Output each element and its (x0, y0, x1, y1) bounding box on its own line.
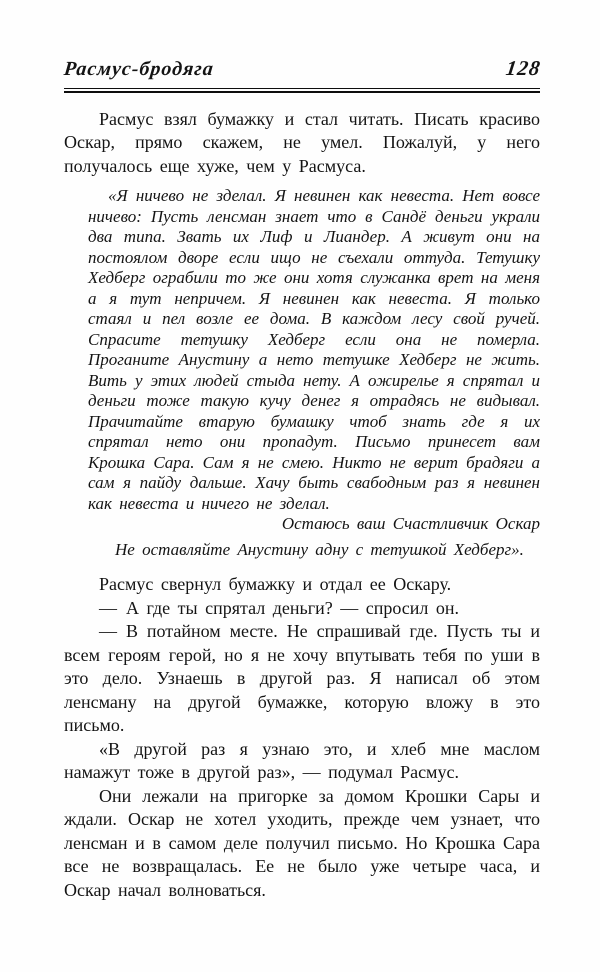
letter-signature: Остаюсь ваш Счастливчик Оскар (281, 514, 540, 533)
letter-block (88, 186, 540, 560)
page-text (64, 108, 540, 903)
running-head (64, 56, 540, 88)
paragraph-intro: Расмус взял бумажку и стал читать. Писать красиво Оскар, прямо скажем, не умел. Пожалуй, у него получалось еще хуже, чем у Расмуса. (64, 108, 540, 176)
paragraph-thought: «В другой раз я узнаю это, и хлеб мне маслом намажут тоже в другой раз», — подумал Расмус. (64, 738, 540, 782)
running-title: Расмус-бродяга (62, 58, 215, 80)
paragraph-dialogue: — А где ты спрятал деньги? — спросил он. (99, 597, 460, 618)
paragraph-dialogue: — В потайном месте. Не спрашивай где. Пусть ты и всем героям герой, но я не хочу впутывать тебя по уши в это дело. Узнаешь в другой раз. Я написал об этом ленсману на другой бумажке, которую вложу в это письмо. (64, 621, 540, 735)
paragraph: Расмус свернул бумажку и отдал ее Оскару. (99, 574, 452, 594)
letter-body: «Я ничево не зделал. Я невинен как невеста. Нет вовсе ничево: Пусть ленсман знает что в Сандё деньги украли два типа. Звать их Лиф и Лиандер. А живут они на постоялом дворе если ищо не съехали оттуда. Тетушку Хедберг ограбили то же они хотя служанка врет на меня а я тут непричем. Я невинен как невеста. Я только стаял и пел возле ее дома. В каждом лесу свой ручей. Спрасите тетушку Хедберг если она не померла. Проганите Анустину а нето тетушке Хедберг не жить. Вить у этих людей стыда нету. А ожирелье я спрятал и деньги тоже такую кучу денег я отрадясь не видывал. Прачитайте втарую бумашку чтоб знать где я их спрятал нето они пропадут. Письмо принесет вам Крошка Сара. Сам я не смею. Никто не верит брадяги а сам я пайду дальше. Хачу быть свабодным раз я невинен как невеста и ничего не зделал. (88, 186, 540, 513)
header-rule (64, 88, 540, 93)
page-number: 128 (503, 56, 542, 80)
paragraph: Они лежали на пригорке за домом Крошки Сары и ждали. Оскар не хотел уходить, прежде чем узнает, что ленсман и в самом деле получил письмо. Но Крошка Сара все не возвращалась. Ее не было уже четыре часа, и Оскар начал волноваться. (64, 785, 540, 900)
letter-postscript: Не оставляйте Анустину адну с тетушкой Хедберг». (115, 539, 524, 559)
